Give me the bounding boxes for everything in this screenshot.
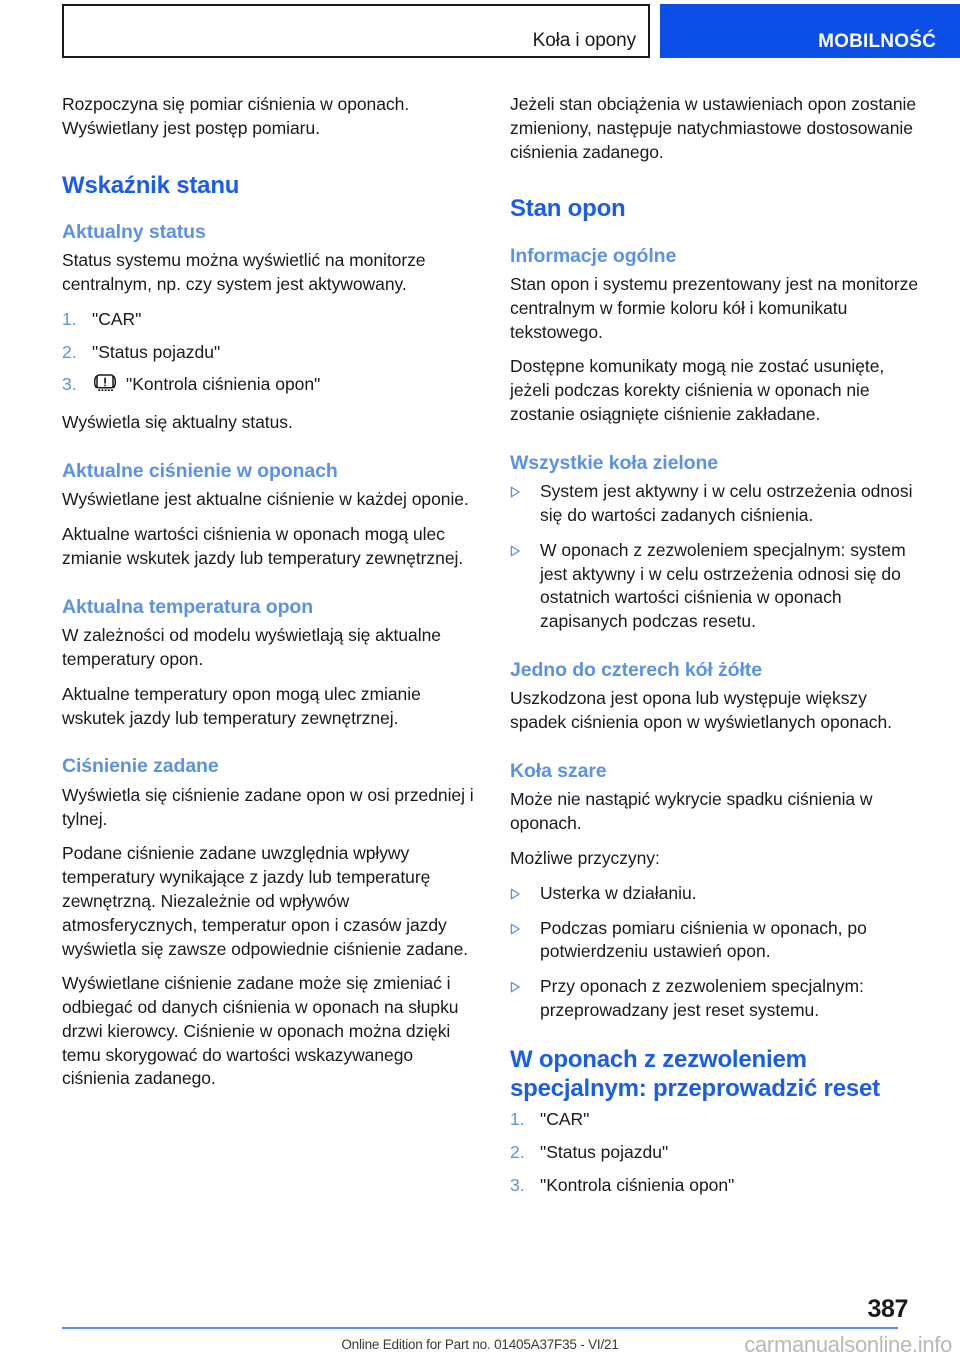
aktualne-cisnienie-paragraph-2: Aktualne wartości ciśnienia w oponach mogą ulec zmianie wskutek jazdy lub temperatury zewnętrznej.: [62, 524, 464, 568]
step-label: "Kontrola ciśnienia opon": [540, 1174, 735, 1195]
step-label: "CAR": [540, 1109, 590, 1130]
heading-cisnienie-zadane: Ciśnienie zadane: [62, 755, 219, 778]
heading-informacje-ogolne: Informacje ogólne: [510, 244, 677, 267]
right-intro-paragraph: Jeżeli stan obciążenia w ustawieniach opon zostanie zmieniony, następuje natychmiastowe dostosowanie ciśnienia zadanego.: [510, 94, 917, 162]
list-item: [62, 373, 474, 400]
list-item: [510, 480, 922, 528]
list-item: [510, 917, 922, 965]
page-number: 387: [867, 1295, 908, 1323]
bullet-text: W oponach z zezwoleniem specjalnym: system jest aktywny i w celu ostrzeżenia odnosi się do ostatnich wartości ciśnienia w oponach zapisanych podczas resetu.: [540, 539, 906, 632]
aktualna-temperatura-paragraph-1: W zależności od modelu wyświetlają się aktualne temperatury opon.: [62, 625, 441, 669]
aktualny-status-paragraph: Status systemu można wyświetlić na monitorze centralnym, np. czy system jest aktywowany.: [62, 250, 426, 295]
heading-aktualna-temperatura: Aktualna temperatura opon: [62, 595, 314, 618]
chapter-tab[interactable]: [62, 4, 650, 58]
cisnienie-zadane-paragraph-1: Wyświetla się ciśnienie zadane opon w osi przedniej i tylnej.: [62, 784, 474, 829]
list-item: [510, 539, 922, 634]
step-number: 2.: [62, 341, 77, 362]
aktualne-cisnienie-paragraph-1: Wyświetlane jest aktualne ciśnienie w każdej oponie.: [62, 489, 469, 510]
jedno-do-czterech-paragraph: Uszkodzona jest opona lub występuje większy spadek ciśnienia opon w wyświetlanych oponach.: [510, 688, 892, 733]
section-tab-label: MOBILNOŚĆ: [818, 31, 936, 52]
chapter-tab-label: Koła i opony: [532, 30, 636, 51]
wszystkie-kola-zielone-bullets: [510, 480, 922, 634]
cisnienie-zadane-paragraph-2: Podane ciśnienie zadane uwzględnia wpływy temperatury wynikające z jazdy lub temperaturę zewnętrzną. Niezależnie od wpływów atmosferycznych, temperatur opon i czasów jazdy wyświetla się zawsze odpowiednie ciśnienie zadane.: [62, 843, 469, 959]
informacje-ogolne-paragraph-1: Stan opon i systemu prezentowany jest na monitorze centralnym w formie koloru kół i komunikatu tekstowego.: [510, 274, 918, 342]
list-item: [510, 1174, 922, 1198]
step-label: "Kontrola ciśnienia opon": [126, 374, 321, 395]
site-watermark: carmanualsonline.info: [744, 1332, 952, 1357]
footer-divider: [62, 1327, 898, 1329]
left-column: [62, 93, 474, 1091]
step-number: 2.: [510, 1142, 525, 1163]
bullet-text: Przy oponach z zezwoleniem specjalnym: przeprowadzany jest reset systemu.: [540, 976, 864, 1020]
heading-wskaznik-stanu: Wskaźnik stanu: [62, 171, 240, 199]
heading-kola-szare: Koła szare: [510, 759, 607, 782]
list-item: [62, 341, 474, 365]
cisnienie-zadane-paragraph-3: Wyświetlane ciśnienie zadane może się zmieniać i odbiegać od danych ciśnienia w oponach na słupku drzwi kierowcy. Ciśnienie w oponach można dzięki temu skorygować do wartości wskazywanego ciśnienia zadanego.: [62, 973, 459, 1089]
step-label: "CAR": [92, 308, 142, 329]
list-item: [510, 882, 922, 906]
left-intro-paragraph: Rozpoczyna się pomiar ciśnienia w oponach. Wyświetlany jest postęp pomiaru.: [62, 94, 410, 138]
triangle-bullet-icon: [510, 917, 540, 935]
step-label: "Status pojazdu": [540, 1142, 669, 1163]
kola-szare-paragraph-1: Może nie nastąpić wykrycie spadku ciśnienia w oponach.: [510, 789, 873, 834]
list-item: [510, 1108, 922, 1132]
step-number: 3.: [62, 374, 77, 395]
kola-szare-bullets: [510, 882, 922, 1023]
step-number: 3.: [510, 1174, 525, 1195]
heading-reset-opony-zezwolenie: W oponach z zezwoleniem specjalnym: przeprowadzić reset: [510, 1045, 880, 1102]
informacje-ogolne-paragraph-2: Dostępne komunikaty mogą nie zostać usunięte, jeżeli podczas korekty ciśnienia w oponach nie zostanie osiągnięte ciśnienie zakładane.: [510, 356, 885, 425]
heading-stan-opon: Stan opon: [510, 195, 626, 223]
right-column: [510, 93, 922, 1198]
heading-aktualne-cisnienie: Aktualne ciśnienie w oponach: [62, 460, 338, 483]
reset-steps: [510, 1108, 922, 1197]
triangle-bullet-icon: [510, 539, 540, 557]
step-label: "Status pojazdu": [92, 341, 221, 362]
step-number: 1.: [510, 1109, 525, 1130]
list-item: [510, 1141, 922, 1165]
aktualna-temperatura-paragraph-2: Aktualne temperatury opon mogą ulec zmianie wskutek jazdy lub temperatury zewnętrznej.: [62, 683, 421, 728]
tpms-warning-icon: [92, 373, 118, 400]
step-number: 1.: [62, 308, 77, 329]
kola-szare-paragraph-2: Możliwe przyczyny:: [510, 847, 660, 868]
bullet-text: Usterka w działaniu.: [540, 882, 697, 903]
aktualny-status-steps: [62, 308, 474, 400]
bullet-text: System jest aktywny i w celu ostrzeżenia odnosi się do wartości zadanych ciśnienia.: [540, 481, 913, 525]
triangle-bullet-icon: [510, 882, 540, 900]
list-item: [510, 975, 922, 1023]
edition-note: Online Edition for Part no. 01405A37F35 - VI/21: [341, 1337, 619, 1352]
page-header: [0, 0, 960, 62]
triangle-bullet-icon: [510, 480, 540, 498]
heading-jedno-do-czterech-kol-zolte: Jedno do czterech kół żółte: [510, 658, 762, 681]
heading-wszystkie-kola-zielone: Wszystkie koła zielone: [510, 451, 719, 474]
section-tab[interactable]: [660, 4, 960, 58]
bullet-text: Podczas pomiaru ciśnienia w oponach, po potwierdzeniu ustawień opon.: [540, 917, 867, 962]
heading-aktualny-status: Aktualny status: [62, 220, 206, 243]
triangle-bullet-icon: [510, 975, 540, 993]
aktualny-status-closing: Wyświetla się aktualny status.: [62, 412, 293, 433]
list-item: [62, 308, 474, 332]
